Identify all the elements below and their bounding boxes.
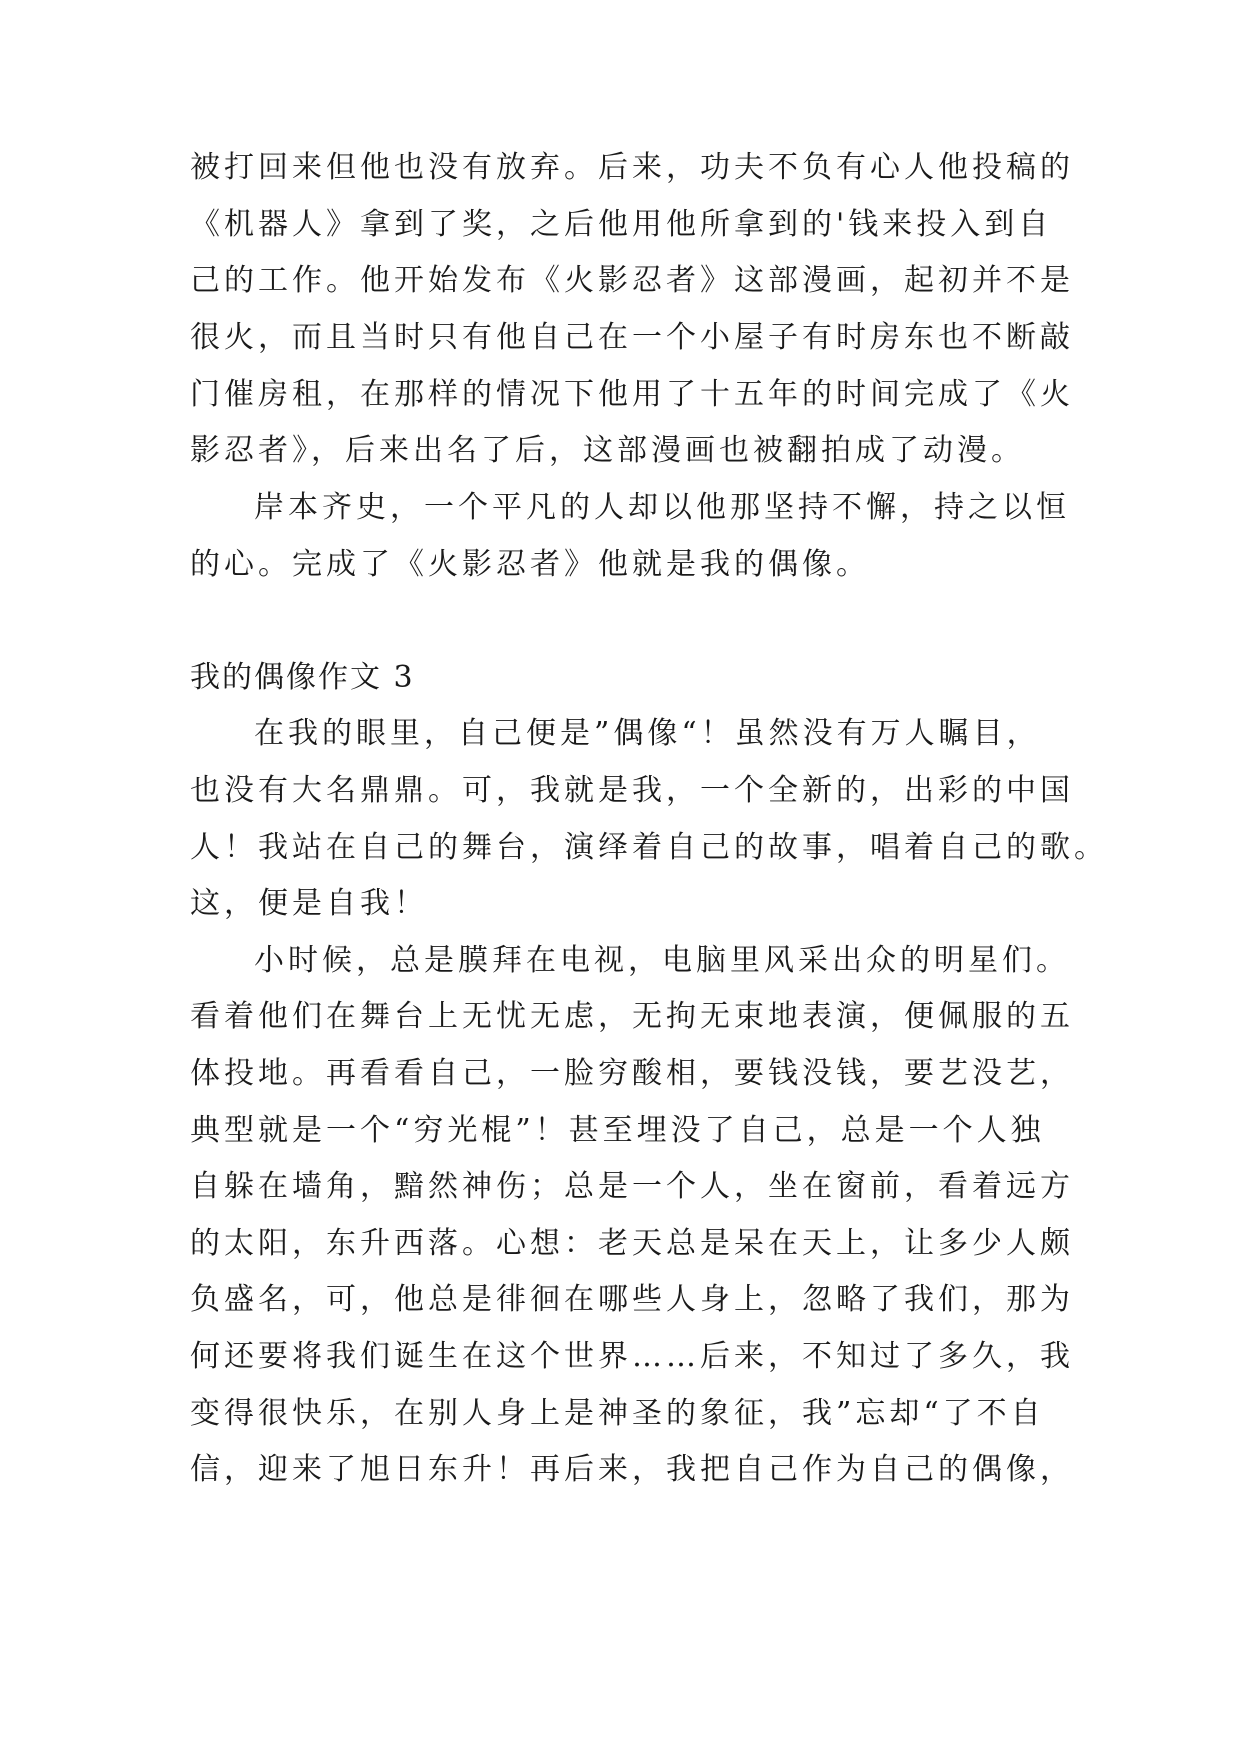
text-line: 很火，而且当时只有他自己在一个小屋子有时房东也不断敲 (190, 320, 1074, 355)
text-line: 被打回来但他也没有放弃。后来，功夫不负有心人他投稿的 (190, 150, 1074, 185)
text-line: 影忍者》，后来出名了后，这部漫画也被翻拍成了动漫。 (190, 433, 1025, 468)
text-line: 的太阳，东升西落。心想：老天总是呆在天上，让多少人颇 (190, 1226, 1074, 1261)
text-line: 自躲在墙角，黯然神伤；总是一个人，坐在窗前，看着远方 (190, 1169, 1074, 1204)
text-line: 的心。完成了《火影忍者》他就是我的偶像。 (190, 547, 870, 582)
text-line: 这，便是自我！ (190, 886, 428, 921)
text-line: 变得很快乐，在别人身上是神圣的象征，我”忘却“了不自 (190, 1396, 1045, 1431)
text-line: 人！我站在自己的舞台，演绎着自己的故事，唱着自己的歌。 (190, 830, 1108, 865)
text-line: 在我的眼里，自己便是”偶像“！虽然没有万人瞩目， (254, 716, 1041, 751)
text-line: 信，迎来了旭日东升！再后来，我把自己作为自己的偶像， (190, 1452, 1074, 1487)
text-line: 门催房租，在那样的情况下他用了十五年的时间完成了《火 (190, 377, 1074, 412)
text-line: 小时候，总是膜拜在电视，电脑里风采出众的明星们。 (254, 943, 1070, 978)
text-line: 岸本齐史，一个平凡的人却以他那坚持不懈，持之以恒 (254, 490, 1070, 525)
text-line: 典型就是一个“穷光棍”！甚至埋没了自己，总是一个人独 (190, 1113, 1045, 1148)
text-line: 己的工作。他开始发布《火影忍者》这部漫画，起初并不是 (190, 263, 1074, 298)
section-heading: 我的偶像作文 3 (190, 660, 415, 695)
text-line: 看着他们在舞台上无忧无虑，无拘无束地表演，便佩服的五 (190, 999, 1074, 1034)
text-line: 也没有大名鼎鼎。可，我就是我，一个全新的，出彩的中国 (190, 773, 1074, 808)
text-line: 负盛名，可，他总是徘徊在哪些人身上，忽略了我们，那为 (190, 1282, 1074, 1317)
text-line: 体投地。再看看自己，一脸穷酸相，要钱没钱，要艺没艺， (190, 1056, 1074, 1091)
text-line: 《机器人》拿到了奖，之后他用他所拿到的'钱来投入到自 (190, 207, 1053, 242)
text-line: 何还要将我们诞生在这个世界……后来，不知过了多久，我 (190, 1339, 1074, 1374)
